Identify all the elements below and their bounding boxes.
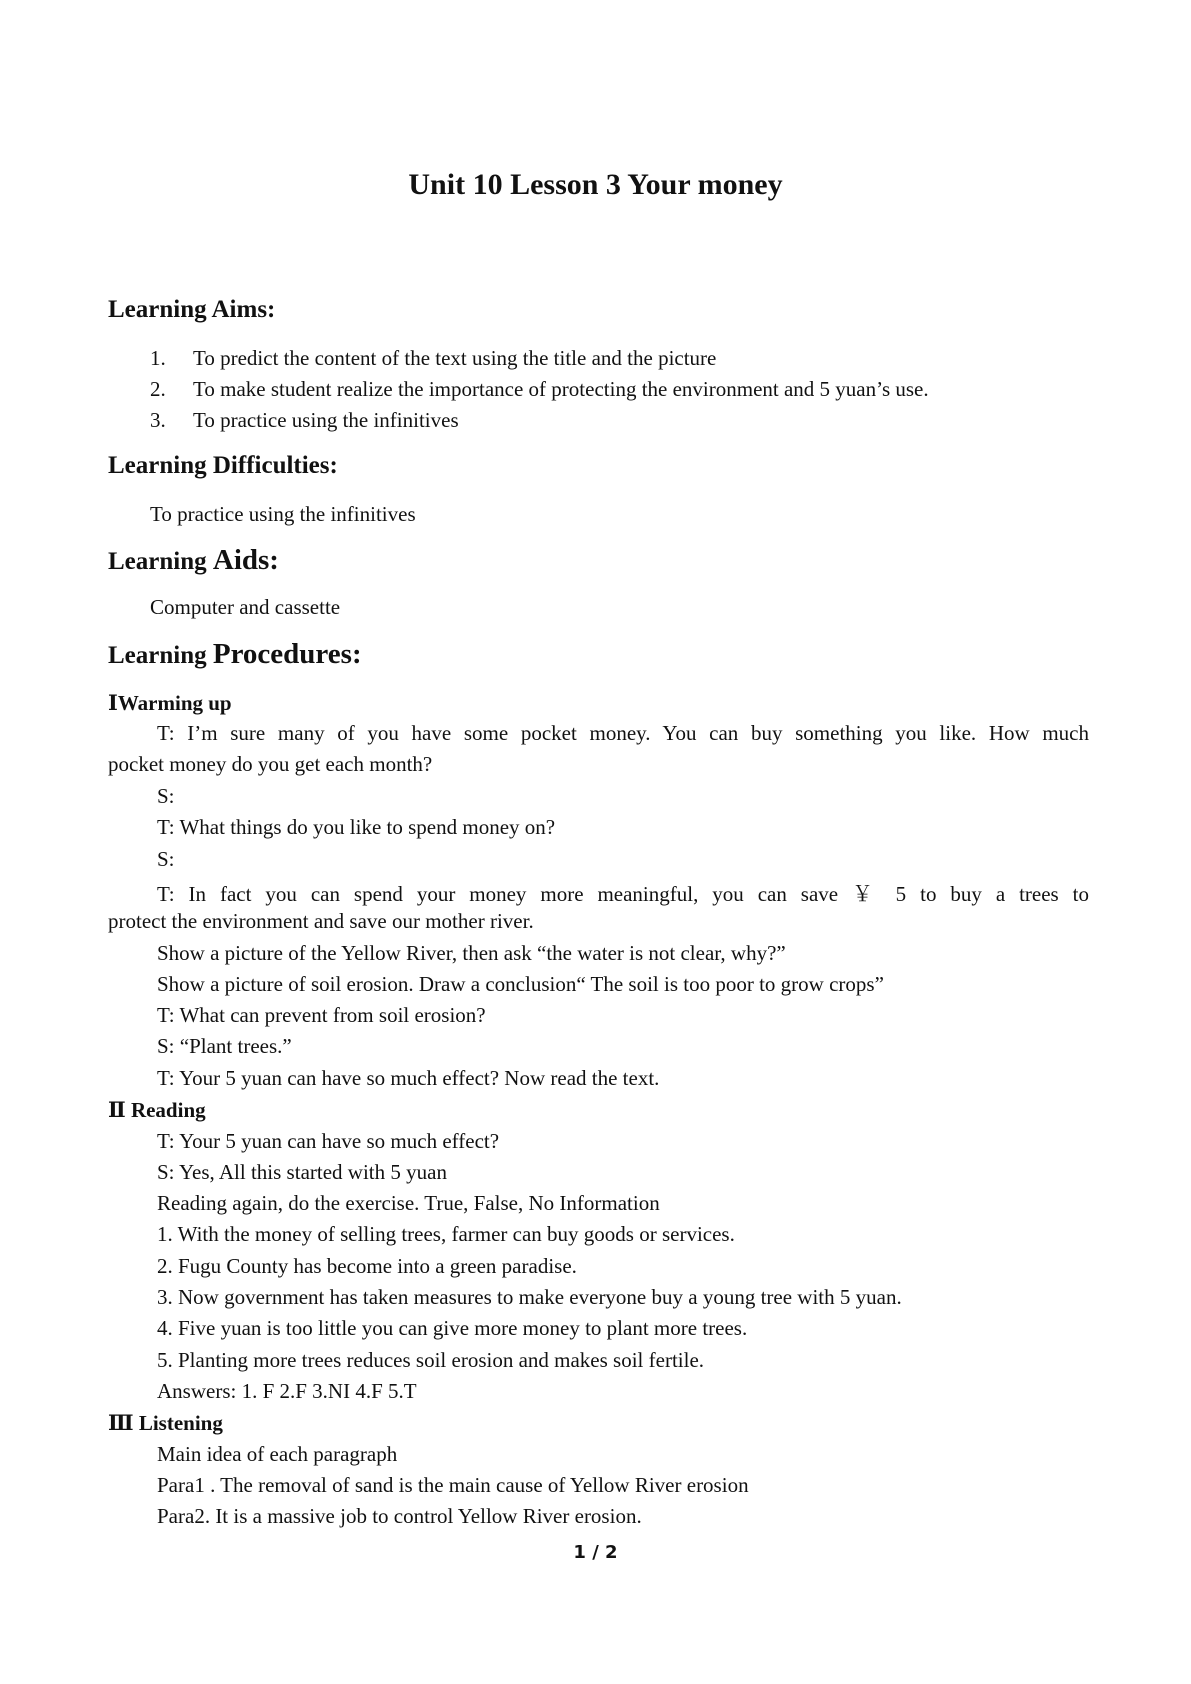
- warming-line: T: I’m sure many of you have some pocket money. You can buy something you like. How much: [157, 721, 1089, 745]
- warming-line: S: “Plant trees.”: [157, 1034, 292, 1058]
- aids-heading-word: Aids:: [212, 544, 279, 576]
- warming-line: S:: [157, 784, 175, 808]
- reading-answers: Answers: 1. F 2.F 3.NI 4.F 5.T: [157, 1379, 417, 1403]
- page-title: Unit 10 Lesson 3 Your money: [408, 168, 783, 201]
- aims-item-text: To make student realize the importance of protecting the environment and 5 yuan’s use.: [193, 377, 929, 401]
- aims-item-number: 1.: [150, 346, 166, 370]
- reading-line: S: Yes, All this started with 5 yuan: [157, 1160, 447, 1184]
- warming-line: T: In fact you can spend your money more meaningful, you can save ￥ 5 to buy a trees to: [157, 882, 1089, 906]
- warming-line: T: What things do you like to spend money on?: [157, 815, 556, 839]
- reading-line: T: Your 5 yuan can have so much effect?: [157, 1129, 500, 1153]
- warming-line: Show a picture of soil erosion. Draw a conclusion“ The soil is too poor to grow crops”: [157, 972, 884, 996]
- difficulties-text: To practice using the infinitives: [150, 502, 416, 526]
- aims-heading: Learning Aims:: [108, 296, 276, 323]
- reading-heading: Ⅱ Reading: [108, 1098, 206, 1122]
- reading-question: 3. Now government has taken measures to make everyone buy a young tree with 5 yuan.: [157, 1285, 902, 1309]
- difficulties-heading: Learning Difficulties:: [108, 452, 338, 479]
- listening-paragraph: Para1 . The removal of sand is the main cause of Yellow River erosion: [157, 1473, 749, 1497]
- listening-heading: Ⅲ Listening: [108, 1411, 223, 1435]
- warming-line: Show a picture of the Yellow River, then ask “the water is not clear, why?”: [157, 941, 786, 965]
- reading-question: 4. Five yuan is too little you can give more money to plant more trees.: [157, 1316, 748, 1340]
- aims-item-text: To practice using the infinitives: [193, 408, 459, 432]
- reading-question: 2. Fugu County has become into a green paradise.: [157, 1254, 577, 1278]
- reading-question: 1. With the money of selling trees, farmer can buy goods or services.: [157, 1222, 735, 1246]
- aims-item-number: 2.: [150, 377, 166, 401]
- warming-line: S:: [157, 847, 175, 871]
- aids-heading: [108, 544, 279, 577]
- listening-paragraph: Para2. It is a massive job to control Yellow River erosion.: [157, 1504, 642, 1528]
- procedures-heading-label: Learning: [108, 642, 213, 669]
- procedures-heading-word: Procedures:: [212, 638, 362, 670]
- warming-up-heading: ⅠWarming up: [108, 691, 232, 715]
- aims-item-number: 3.: [150, 408, 166, 432]
- warming-line: T: What can prevent from soil erosion?: [157, 1003, 486, 1027]
- listening-line: Main idea of each paragraph: [157, 1442, 398, 1466]
- reading-line: Reading again, do the exercise. True, False, No Information: [157, 1191, 660, 1215]
- page-number: 1 / 2: [573, 1542, 618, 1563]
- reading-question: 5. Planting more trees reduces soil erosion and makes soil fertile.: [157, 1348, 705, 1372]
- aims-item-text: To predict the content of the text using the title and the picture: [193, 346, 717, 370]
- aids-heading-label: Learning: [108, 548, 213, 575]
- procedures-heading: [108, 638, 362, 671]
- aids-text: Computer and cassette: [150, 595, 341, 619]
- warming-line: pocket money do you get each month?: [108, 752, 433, 776]
- warming-line: T: Your 5 yuan can have so much effect? Now read the text.: [157, 1066, 660, 1090]
- warming-line: protect the environment and save our mother river.: [108, 909, 534, 933]
